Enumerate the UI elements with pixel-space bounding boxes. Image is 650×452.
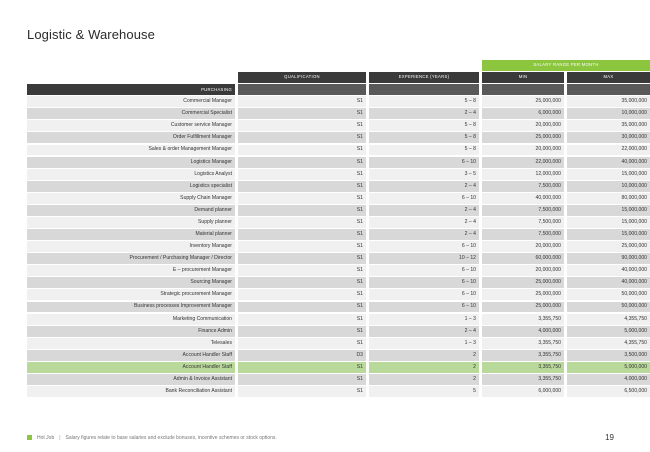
role-cell: Supply Chain Manager: [27, 193, 235, 204]
role-cell: Business processes Improvement Manager: [27, 302, 235, 313]
footer-divider: |: [59, 434, 61, 441]
min-salary-cell: 4,000,000: [482, 326, 564, 337]
qualification-cell: S1: [238, 169, 366, 180]
max-salary-cell: 15,000,000: [567, 169, 650, 180]
qualification-cell: S1: [238, 374, 366, 385]
experience-cell: 5 – 8: [369, 96, 479, 107]
experience-cell: 2 – 4: [369, 326, 479, 337]
experience-cell: 6 – 10: [369, 289, 479, 300]
min-salary-cell: 7,500,000: [482, 217, 564, 228]
brand-square-icon: [27, 435, 32, 440]
qualification-cell: S1: [238, 277, 366, 288]
role-cell: Procurement / Purchasing Manager / Director: [27, 253, 235, 264]
qualification-cell: S1: [238, 108, 366, 119]
role-cell: Sales & order Management Manager: [27, 145, 235, 156]
salary-range-header: SALARY RANGE PER MONTH: [482, 60, 650, 71]
role-cell: Demand planner: [27, 205, 235, 216]
page-number: 19: [605, 433, 614, 442]
footer-brand: Hot Job: [37, 434, 55, 441]
max-salary-cell: 3,500,000: [567, 350, 650, 361]
max-salary-cell: 90,000,000: [567, 253, 650, 264]
salary-table: [27, 60, 647, 398]
max-salary-cell: 50,000,000: [567, 302, 650, 313]
qualification-cell: S1: [238, 217, 366, 228]
experience-cell: 6 – 10: [369, 302, 479, 313]
experience-cell: 6 – 10: [369, 193, 479, 204]
min-salary-cell: 20,000,000: [482, 120, 564, 131]
max-salary-cell: 15,000,000: [567, 205, 650, 216]
min-header: MIN: [482, 72, 564, 83]
min-salary-cell: 25,000,000: [482, 277, 564, 288]
salary-table-grid: [27, 60, 647, 398]
qualification-cell: S1: [238, 193, 366, 204]
role-cell: Admin & Invoice Assistant: [27, 374, 235, 385]
min-salary-cell: 3,355,750: [482, 314, 564, 325]
max-salary-cell: 22,000,000: [567, 145, 650, 156]
qualification-cell: S1: [238, 302, 366, 313]
qualification-cell: S1: [238, 181, 366, 192]
max-salary-cell: 10,000,000: [567, 181, 650, 192]
qualification-cell: S1: [238, 96, 366, 107]
experience-cell: 5 – 8: [369, 132, 479, 143]
min-salary-cell: 7,500,000: [482, 229, 564, 240]
min-salary-cell: 3,355,750: [482, 338, 564, 349]
experience-cell: 5: [369, 386, 479, 397]
role-cell: Telesales: [27, 338, 235, 349]
qualification-cell: S1: [238, 338, 366, 349]
max-salary-cell: 30,000,000: [567, 132, 650, 143]
min-salary-cell: 6,000,000: [482, 386, 564, 397]
max-salary-cell: 25,000,000: [567, 241, 650, 252]
experience-cell: 1 – 3: [369, 338, 479, 349]
max-salary-cell: 5,000,000: [567, 362, 650, 373]
role-cell: Logistics Analyst: [27, 169, 235, 180]
min-salary-cell: 25,000,000: [482, 96, 564, 107]
qualification-cell: S1: [238, 132, 366, 143]
qualification-header: QUALIFICATION: [238, 72, 366, 83]
min-salary-cell: 12,000,000: [482, 169, 564, 180]
role-cell: E – procurement Manager: [27, 265, 235, 276]
experience-cell: 2: [369, 374, 479, 385]
max-salary-cell: 40,000,000: [567, 157, 650, 168]
qualification-cell: S1: [238, 145, 366, 156]
max-salary-cell: 4,355,750: [567, 314, 650, 325]
qualification-cell: S1: [238, 205, 366, 216]
qualification-cell: S1: [238, 362, 366, 373]
max-salary-cell: 15,000,000: [567, 217, 650, 228]
page-footer: [27, 433, 614, 442]
role-cell: Material planner: [27, 229, 235, 240]
role-cell: Marketing Communication: [27, 314, 235, 325]
role-cell: Supply planner: [27, 217, 235, 228]
experience-cell: 6 – 10: [369, 241, 479, 252]
max-salary-cell: 35,000,000: [567, 96, 650, 107]
min-salary-cell: 25,000,000: [482, 302, 564, 313]
max-salary-cell: 35,000,000: [567, 120, 650, 131]
min-salary-cell: 25,000,000: [482, 132, 564, 143]
role-cell: Finance Admin: [27, 326, 235, 337]
role-cell: Commercial Manager: [27, 96, 235, 107]
min-salary-cell: 40,000,000: [482, 193, 564, 204]
min-salary-cell: 20,000,000: [482, 265, 564, 276]
experience-cell: 2 – 4: [369, 181, 479, 192]
max-salary-cell: 15,000,000: [567, 229, 650, 240]
experience-cell: 10 – 12: [369, 253, 479, 264]
experience-header: EXPERIENCE (YEARS): [369, 72, 479, 83]
role-cell: Customer service Manager: [27, 120, 235, 131]
qualification-cell: S1: [238, 120, 366, 131]
qualification-cell: S1: [238, 229, 366, 240]
role-cell: Strategic procurement Manager: [27, 289, 235, 300]
qualification-cell: S1: [238, 241, 366, 252]
qualification-cell: S1: [238, 386, 366, 397]
max-salary-cell: 80,000,000: [567, 193, 650, 204]
role-cell: Account Handler Staff: [27, 350, 235, 361]
min-salary-cell: 25,000,000: [482, 289, 564, 300]
min-salary-cell: 7,500,000: [482, 205, 564, 216]
min-salary-cell: 20,000,000: [482, 145, 564, 156]
qualification-cell: S1: [238, 314, 366, 325]
min-salary-cell: 20,000,000: [482, 241, 564, 252]
max-salary-cell: 40,000,000: [567, 277, 650, 288]
qualification-cell: S1: [238, 326, 366, 337]
qualification-cell: D3: [238, 350, 366, 361]
experience-cell: 6 – 10: [369, 157, 479, 168]
experience-cell: 5 – 8: [369, 120, 479, 131]
min-salary-cell: 3,355,750: [482, 374, 564, 385]
max-salary-cell: 4,355,750: [567, 338, 650, 349]
role-cell: Account Handler Staff: [27, 362, 235, 373]
experience-cell: 2 – 4: [369, 229, 479, 240]
experience-cell: 2 – 4: [369, 205, 479, 216]
experience-cell: 2 – 4: [369, 108, 479, 119]
experience-cell: 3 – 5: [369, 169, 479, 180]
min-salary-cell: 22,000,000: [482, 157, 564, 168]
min-salary-cell: 3,355,750: [482, 362, 564, 373]
role-cell: Commercial Specialist: [27, 108, 235, 119]
min-salary-cell: 6,000,000: [482, 108, 564, 119]
max-salary-cell: 4,000,000: [567, 374, 650, 385]
max-salary-cell: 40,000,000: [567, 265, 650, 276]
max-header: MAX: [567, 72, 650, 83]
experience-cell: 2: [369, 350, 479, 361]
experience-cell: 2 – 4: [369, 217, 479, 228]
role-cell: Bank Reconciliation Assistant: [27, 386, 235, 397]
role-cell: Sourcing Manager: [27, 277, 235, 288]
role-cell: Inventory Manager: [27, 241, 235, 252]
footer-note: Salary figures relate to base salaries and exclude bonuses, incentive schemes or stock options.: [65, 434, 277, 441]
min-salary-cell: 3,355,750: [482, 350, 564, 361]
qualification-cell: S1: [238, 157, 366, 168]
qualification-cell: S1: [238, 289, 366, 300]
min-salary-cell: 60,000,000: [482, 253, 564, 264]
page-title: Logistic & Warehouse: [27, 27, 155, 42]
max-salary-cell: 5,000,000: [567, 326, 650, 337]
max-salary-cell: 10,000,000: [567, 108, 650, 119]
experience-cell: 6 – 10: [369, 265, 479, 276]
section-header: PURCHASING: [27, 84, 235, 95]
role-cell: Logistics specialist: [27, 181, 235, 192]
experience-cell: 1 – 3: [369, 314, 479, 325]
experience-cell: 6 – 10: [369, 277, 479, 288]
qualification-cell: S1: [238, 265, 366, 276]
experience-cell: 5 – 8: [369, 145, 479, 156]
max-salary-cell: 50,000,000: [567, 289, 650, 300]
qualification-cell: S1: [238, 253, 366, 264]
experience-cell: 2: [369, 362, 479, 373]
role-cell: Order Fulfillment Manager: [27, 132, 235, 143]
role-cell: Logistics Manager: [27, 157, 235, 168]
max-salary-cell: 6,500,000: [567, 386, 650, 397]
min-salary-cell: 7,500,000: [482, 181, 564, 192]
